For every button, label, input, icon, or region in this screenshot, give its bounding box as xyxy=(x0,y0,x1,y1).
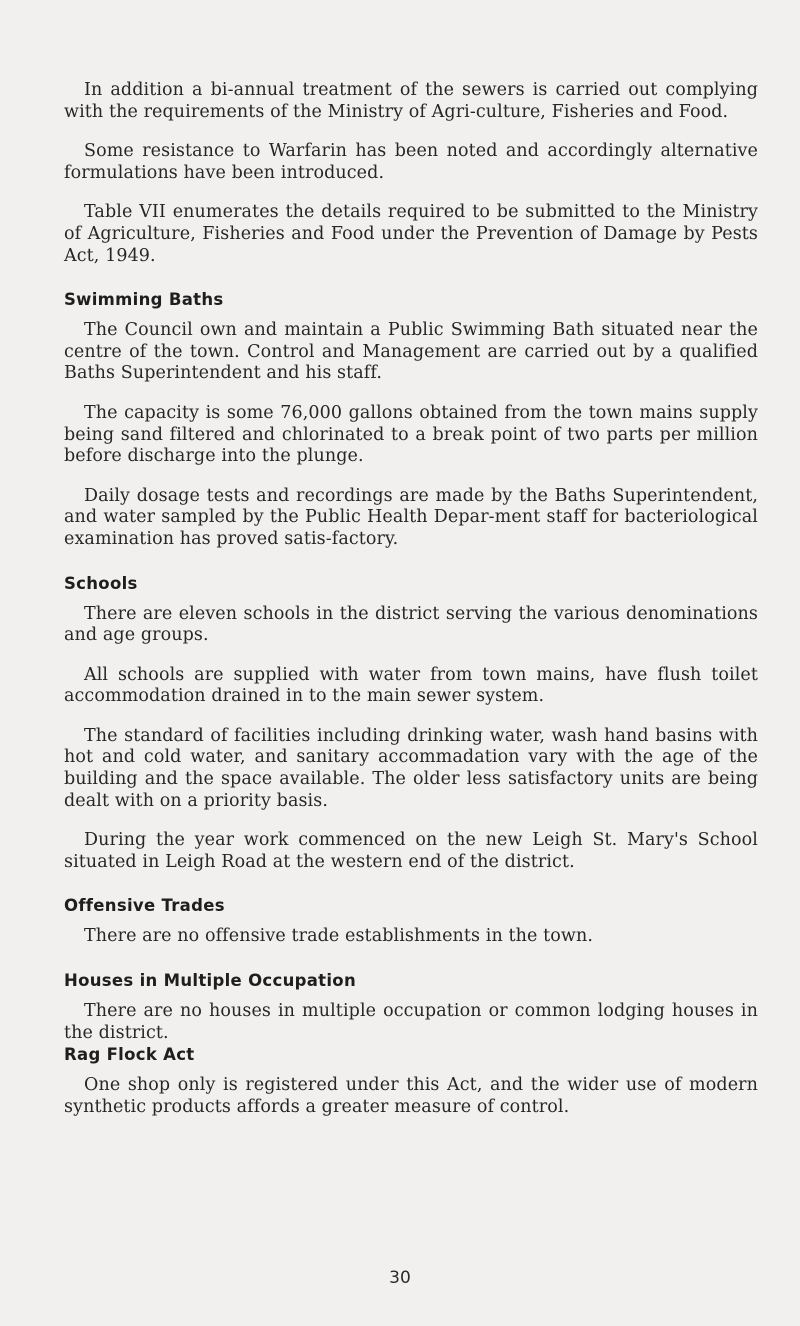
paragraph-multiple-occupation: There are no houses in multiple occupation or common lodging houses in the district. xyxy=(64,1001,758,1043)
paragraph-new-school: During the year work commenced on the new Leigh St. Mary's School situated in Leigh Road at the western end of the district. xyxy=(64,830,758,872)
paragraph-rag-flock: One shop only is registered under this Act, and the wider use of modern synthetic products affords a greater measure of control. xyxy=(64,1075,758,1117)
paragraph-school-facilities: The standard of facilities including drinking water, wash hand basins with hot and cold water, and sanitary accommadation vary with the age of the building and the space available. The older less satisfactory units are being dealt with on a priority basis. xyxy=(64,725,758,811)
paragraph-capacity: The capacity is some 76,000 gallons obtained from the town mains supply being sand filtered and chlorinated to a break point of two parts per million before discharge into the plunge. xyxy=(64,402,758,467)
paragraph-dosage-tests: Daily dosage tests and recordings are made by the Baths Superintendent, and water sampled by the Public Health Depar-ment staff for bacteriological examination has proved satis-factory. xyxy=(64,485,758,549)
heading-multiple-occupation: Houses in Multiple Occupation xyxy=(64,971,356,991)
page-number: 30 xyxy=(389,1268,411,1288)
heading-offensive-trades: Offensive Trades xyxy=(64,896,225,916)
paragraph-sewer-treatment: In addition a bi-annual treatment of the sewers is carried out complying with the requirements of the Ministry of Agri-culture, Fisheries and Food. xyxy=(64,80,758,122)
paragraph-school-water: All schools are supplied with water from town mains, have flush toilet accommodation drained in to the main sewer system. xyxy=(64,664,758,707)
paragraph-warfarin: Some resistance to Warfarin has been noted and accordingly alternative formulations have been introduced. xyxy=(64,141,758,183)
paragraph-swimming-bath: The Council own and maintain a Public Swimming Bath situated near the centre of the town. Control and Management are carried out by a qualified Baths Superintendent and his staff. xyxy=(64,320,758,384)
paragraph-eleven-schools: There are eleven schools in the district serving the various denominations and age groups. xyxy=(64,603,758,646)
heading-swimming-baths: Swimming Baths xyxy=(64,290,224,310)
paragraph-table-vii: Table VII enumerates the details required to be submitted to the Ministry of Agriculture, Fisheries and Food under the Prevention of Damage by Pests Act, 1949. xyxy=(64,202,758,266)
document-page xyxy=(64,80,758,1118)
paragraph-offensive-trades: There are no offensive trade establishments in the town. xyxy=(84,926,594,947)
heading-rag-flock-act: Rag Flock Act xyxy=(64,1045,195,1065)
heading-schools: Schools xyxy=(64,573,138,593)
